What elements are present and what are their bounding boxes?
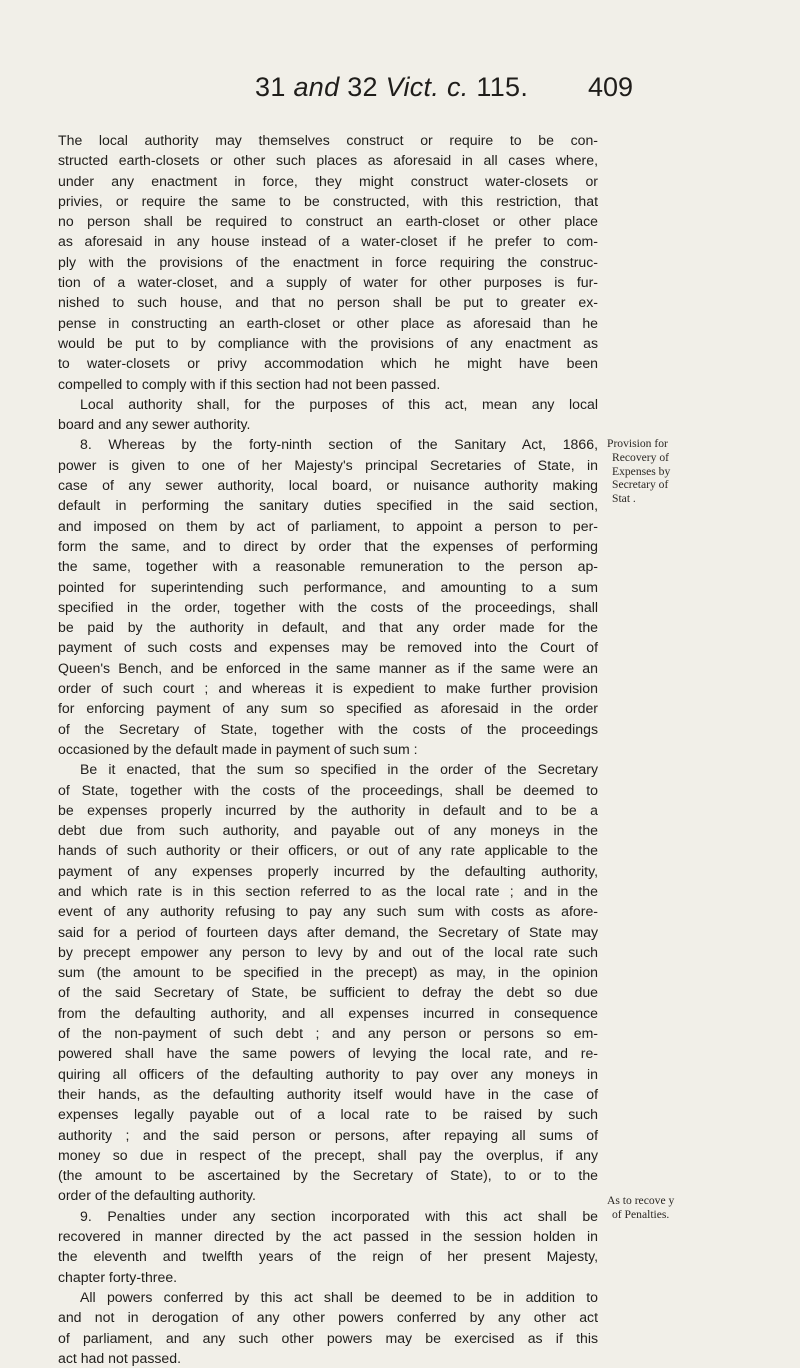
body-line: case of any sewer authority, local board, or nuisance authority making bbox=[58, 477, 598, 494]
body-line: the same, together with a reasonable remuneration to the person ap- bbox=[58, 558, 598, 575]
margin-note-provision-2: Recovery of bbox=[612, 451, 669, 464]
title-number-32: 32 bbox=[339, 72, 386, 102]
body-line: and not in derogation of any other powers conferred by any other act bbox=[58, 1309, 598, 1326]
body-line: under any enactment in force, they might construct water-closets or bbox=[58, 172, 598, 189]
body-line: by precept empower any person to levy by and out of the local rate such bbox=[58, 943, 598, 960]
title-number-31: 31 bbox=[255, 72, 294, 102]
body-line: Queen's Bench, and be enforced in the same manner as if the same were an bbox=[58, 659, 598, 676]
margin-note-provision-4: Secretary of bbox=[612, 478, 669, 491]
body-line: said for a period of fourteen days after demand, the Secretary of State may bbox=[58, 923, 598, 940]
body-line: the eleventh and twelfth years of the reign of her present Majesty, bbox=[58, 1248, 598, 1265]
margin-note-penalties-2: of Penalties. bbox=[612, 1208, 670, 1221]
body-line: powered shall have the same powers of levying the local rate, and re- bbox=[58, 1045, 598, 1062]
body-line: of the non-payment of such debt ; and any person or persons so em- bbox=[58, 1025, 598, 1042]
body-line: nished to such house, and that no person shall be put to greater ex- bbox=[58, 294, 598, 311]
title-vict: Vict. c. bbox=[385, 72, 469, 102]
body-line: event of any authority refusing to pay any such sum with costs as afore- bbox=[58, 903, 598, 920]
body-line: (the amount to be ascertained by the Secretary of State), to or to the bbox=[58, 1167, 598, 1184]
body-line: Be it enacted, that the sum so specified in the order of the Secretary bbox=[80, 761, 598, 778]
body-line: of the Secretary of State, together with the costs of the proceedings bbox=[58, 720, 598, 737]
body-line: of parliament, and any such other powers may be exercised as if this bbox=[58, 1329, 598, 1346]
body-line: pointed for superintending such performance, and amounting to a sum bbox=[58, 578, 598, 595]
body-line: payment of any expenses properly incurred by the defaulting authority, bbox=[58, 862, 598, 879]
running-head-title bbox=[255, 72, 528, 103]
body-line: and which rate is in this section referred to as the local rate ; and in the bbox=[58, 882, 598, 899]
body-line: compelled to comply with if this section had not been passed. bbox=[58, 375, 441, 392]
body-line: Local authority shall, for the purposes of this act, mean any local bbox=[80, 395, 598, 412]
body-line: would be put to by compliance with the provisions of any enactment as bbox=[58, 334, 598, 351]
body-line: as aforesaid in any house instead of a water-closet if he prefer to com- bbox=[58, 233, 598, 250]
body-line: privies, or require the same to be constructed, with this restriction, that bbox=[58, 192, 598, 209]
section-8-heading-line: 8. Whereas by the forty-ninth section of the Sanitary Act, 1866, bbox=[80, 436, 598, 453]
body-line: payment of such costs and expenses may be removed into the Court of bbox=[58, 639, 598, 656]
body-line: money so due in respect of the precept, shall pay the overplus, if any bbox=[58, 1146, 598, 1163]
body-line: tion of a water-closet, and a supply of water for other purposes is fur- bbox=[58, 274, 598, 291]
margin-note-penalties-1: As to recove y bbox=[607, 1194, 675, 1207]
body-line: default in performing the sanitary duties specified in the said section, bbox=[58, 497, 598, 514]
body-line: debt due from such authority, and payable out of any moneys in the bbox=[58, 822, 598, 839]
body-line: of State, together with the costs of the proceedings, shall be deemed to bbox=[58, 781, 598, 798]
title-and: and bbox=[293, 72, 340, 102]
page-number: 409 bbox=[588, 72, 634, 102]
body-line: structed earth-closets or other such places as aforesaid in all cases where, bbox=[58, 152, 598, 169]
body-line: recovered in manner directed by the act passed in the session holden in bbox=[58, 1228, 598, 1245]
body-line: order of the defaulting authority. bbox=[58, 1187, 256, 1204]
body-line: ply with the provisions of the enactment in force requiring the construc- bbox=[58, 253, 598, 270]
body-line: board and any sewer authority. bbox=[58, 416, 251, 433]
section-9-heading-line: 9. Penalties under any section incorporated with this act shall be bbox=[80, 1207, 598, 1224]
body-line: no person shall be required to construct an earth-closet or other place bbox=[58, 213, 598, 230]
body-line: of the said Secretary of State, be sufficient to defray the debt so due bbox=[58, 984, 598, 1001]
body-line: authority ; and the said person or persons, after repaying all sums of bbox=[58, 1126, 598, 1143]
margin-note-provision-5: Stat . bbox=[612, 492, 636, 505]
body-line: form the same, and to direct by order that the expenses of performing bbox=[58, 537, 598, 554]
margin-note-provision-1: Provision for bbox=[607, 437, 668, 450]
body-line: sum (the amount to be specified in the precept) as may, in the opinion bbox=[58, 964, 598, 981]
body-line: occasioned by the default made in payment of such sum : bbox=[58, 740, 418, 757]
body-line: and imposed on them by act of parliament, to appoint a person to per- bbox=[58, 517, 598, 534]
body-line: order of such court ; and whereas it is expedient to make further provision bbox=[58, 680, 598, 697]
body-line: power is given to one of her Majesty's principal Secretaries of State, in bbox=[58, 456, 598, 473]
body-line: hands of such authority or their officers, or out of any rate applicable to the bbox=[58, 842, 598, 859]
body-line: pense in constructing an earth-closet or other place as aforesaid than he bbox=[58, 314, 598, 331]
body-line: expenses legally payable out of a local rate to be raised by such bbox=[58, 1106, 598, 1123]
body-line: to water-closets or privy accommodation which he might have been bbox=[58, 355, 598, 372]
body-line: from the defaulting authority, and all expenses incurred in consequence bbox=[58, 1004, 598, 1021]
running-header bbox=[0, 72, 800, 112]
body-line: be paid by the authority in default, and that any order made for the bbox=[58, 619, 598, 636]
margin-note-provision-3: Expenses by bbox=[612, 465, 671, 478]
body-line: The local authority may themselves construct or require to be con- bbox=[58, 132, 598, 148]
body-line: act had not passed. bbox=[58, 1349, 182, 1366]
body-line: for enforcing payment of any sum so specified as aforesaid in the order bbox=[58, 700, 598, 717]
body-line: chapter forty-three. bbox=[58, 1268, 178, 1285]
body-line: specified in the order, together with the costs of the proceedings, shall bbox=[58, 598, 598, 615]
body-line: be expenses properly incurred by the authority in default and to be a bbox=[58, 801, 598, 818]
body-line: their hands, as the defaulting authority itself would have in the case of bbox=[58, 1085, 598, 1102]
statute-body bbox=[58, 130, 598, 1368]
body-line: quiring all officers of the defaulting authority to pay over any moneys in bbox=[58, 1065, 598, 1082]
title-chapter: 115. bbox=[468, 72, 529, 102]
body-line: All powers conferred by this act shall be deemed to be in addition to bbox=[80, 1288, 598, 1305]
